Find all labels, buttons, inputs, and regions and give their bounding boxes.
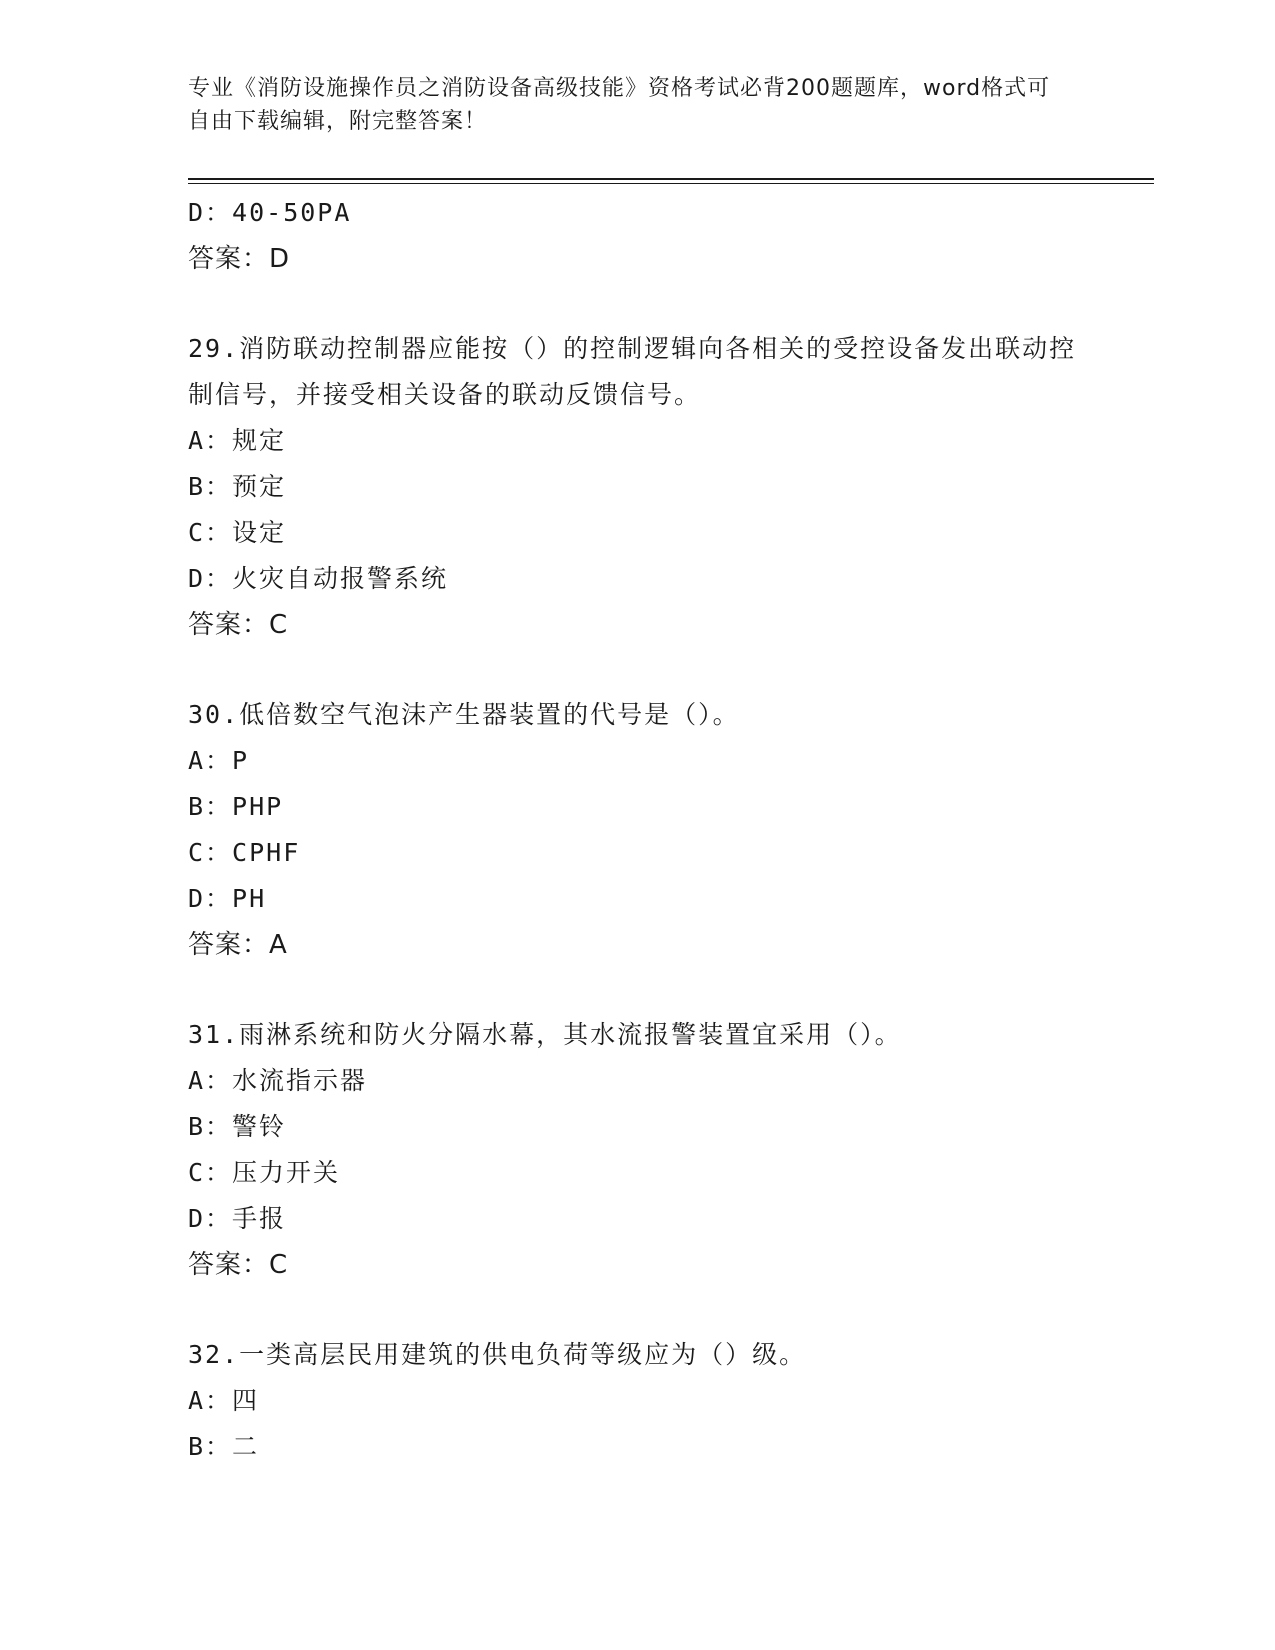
option-a: A：水流指示器 [188,1066,368,1095]
option-d: D：火灾自动报警系统 [188,564,449,593]
question-stem: 29.消防联动控制器应能按（）的控制逻辑向各相关的受控设备发出联动控制信号，并接受相关设备的联动反馈信号。 [188,334,1077,409]
answer-line: 答案：D [188,244,291,274]
question-29 [188,326,1088,648]
document-header [188,72,1068,138]
question-stem: 31.雨淋系统和防火分隔水幕，其水流报警装置宜采用（）。 [188,1020,902,1049]
option-b: B：警铃 [188,1112,287,1141]
carryover-question [188,190,1088,282]
answer-line: 答案：C [188,610,289,640]
option-c: C：设定 [188,518,287,547]
header-divider-thin [188,183,1154,184]
question-31 [188,1012,1088,1288]
option-c: C：压力开关 [188,1158,341,1187]
option-b: B：PHP [188,792,284,821]
option-a: A：规定 [188,426,287,455]
question-stem: 30.低倍数空气泡沫产生器装置的代号是（）。 [188,700,740,729]
question-32 [188,1332,1088,1470]
header-divider-thick [188,178,1154,180]
document-title: 专业《消防设施操作员之消防设备高级技能》资格考试必背200题题库，word格式可自由下载编辑，附完整答案！ [188,76,1051,134]
option-c: C：CPHF [188,838,301,867]
question-list [188,190,1088,1470]
option-b: B：预定 [188,472,287,501]
option-d: D：手报 [188,1204,287,1233]
option-b: B：二 [188,1432,260,1461]
option-d: D：PH [188,884,267,913]
answer-line: 答案：A [188,930,288,960]
question-30 [188,692,1088,968]
question-stem: 32.一类高层民用建筑的供电负荷等级应为（）级。 [188,1340,807,1369]
answer-line: 答案：C [188,1250,289,1280]
option-a: A：P [188,746,250,775]
option-a: A：四 [188,1386,260,1415]
option-d: D：40-50PA [188,198,352,227]
